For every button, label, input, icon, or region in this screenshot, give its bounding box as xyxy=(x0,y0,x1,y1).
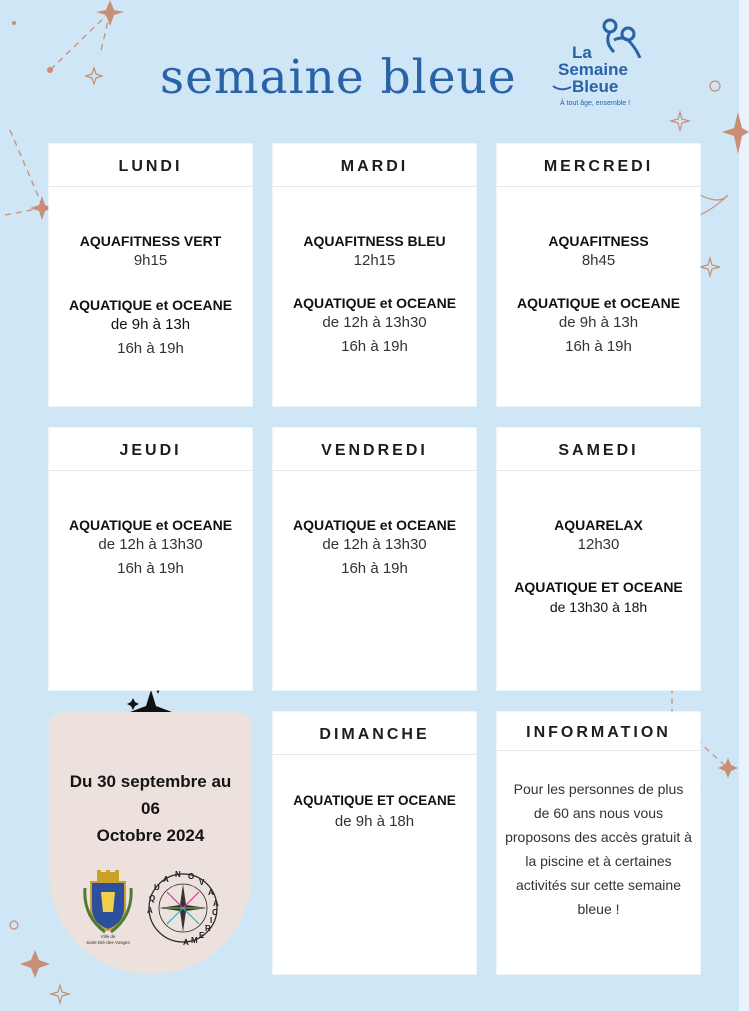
date-line-3: Octobre 2024 xyxy=(96,826,205,845)
page-title: semaine bleue xyxy=(160,50,517,105)
activity-name: AQUATIQUE et OCEANE xyxy=(68,297,233,313)
activity-time: 16h à 19h xyxy=(117,560,184,577)
information-heading: INFORMATION xyxy=(497,712,700,751)
aquanova-america-logo: A Q U A N O V A A M E R I C A xyxy=(145,870,221,946)
activity-name: AQUAFITNESS xyxy=(548,233,649,249)
star-icon xyxy=(20,950,50,978)
day-name: MERCREDI xyxy=(497,144,700,187)
logo-line-2: Semaine xyxy=(558,60,628,79)
activity-time: de 9h à 18h xyxy=(334,813,415,830)
date-card xyxy=(49,712,252,974)
day-name: MARDI xyxy=(273,144,476,187)
star-icon xyxy=(722,112,749,154)
activity-time: de 12h à 13h30 xyxy=(322,314,427,331)
day-card-dimanche xyxy=(273,712,476,974)
date-line-1: Du 30 septembre au xyxy=(69,772,232,791)
activity-name: AQUATIQUE et OCEANE xyxy=(68,517,233,533)
activity-time: 16h à 19h xyxy=(565,338,632,355)
semaine-bleue-logo xyxy=(552,18,662,118)
activity-time: de 12h à 13h30 xyxy=(98,536,203,553)
information-card xyxy=(497,712,700,974)
activity-name: AQUARELAX xyxy=(554,517,643,533)
day-card-lundi xyxy=(49,144,252,406)
activity-time: de 13h30 à 18h xyxy=(549,599,648,615)
information-text: Pour les personnes de plus de 60 ans nous vous proposons des accès gratuit à la piscine et à certaines activités sur cette semaine bleue ! xyxy=(505,781,692,917)
activity-name: AQUAFITNESS VERT xyxy=(79,233,222,249)
date-line-2: 06 xyxy=(141,799,160,818)
day-name: JEUDI xyxy=(49,428,252,471)
day-name: VENDREDI xyxy=(273,428,476,471)
activity-name: AQUATIQUE et OCEANE xyxy=(292,517,457,533)
star-icon xyxy=(718,758,738,778)
activity-time: 12h15 xyxy=(353,252,396,269)
activity-time: 16h à 19h xyxy=(341,560,408,577)
activity-name: AQUATIQUE et OCEANE xyxy=(292,295,457,311)
activity-time: 16h à 19h xyxy=(117,340,184,357)
day-name: SAMEDI xyxy=(497,428,700,471)
day-card-mercredi xyxy=(497,144,700,406)
activity-time: de 9h à 13h xyxy=(110,316,191,333)
day-name: DIMANCHE xyxy=(273,712,476,755)
logo-line-3: Bleue xyxy=(572,77,619,96)
activity-time: 8h45 xyxy=(581,252,616,269)
day-card-mardi xyxy=(273,144,476,406)
city-crest-logo xyxy=(83,868,133,934)
day-card-vendredi xyxy=(273,428,476,690)
activity-name: AQUATIQUE ET OCEANE xyxy=(293,793,456,808)
activity-time: 16h à 19h xyxy=(341,338,408,355)
day-card-jeudi xyxy=(49,428,252,690)
logo-line-1: La xyxy=(572,43,592,62)
activity-time: de 12h à 13h30 xyxy=(322,536,427,553)
sparkle-icon xyxy=(127,698,139,710)
activity-name: AQUATIQUE ET OCEANE xyxy=(514,579,683,595)
activity-time: 9h15 xyxy=(133,252,168,269)
logo-swoosh-icon xyxy=(552,84,572,92)
activity-time: de 9h à 13h xyxy=(558,314,639,331)
activity-name: AQUAFITNESS BLEU xyxy=(303,233,446,249)
day-card-samedi xyxy=(497,428,700,690)
activity-time: 12h30 xyxy=(577,536,620,553)
activity-name: AQUATIQUE et OCEANE xyxy=(516,295,681,311)
people-icon xyxy=(592,18,652,58)
city-caption: Ville de Saint-Dié-des-Vosges xyxy=(86,934,130,945)
logo-tagline: À tout âge, ensemble ! xyxy=(560,100,631,107)
day-name: LUNDI xyxy=(49,144,252,187)
